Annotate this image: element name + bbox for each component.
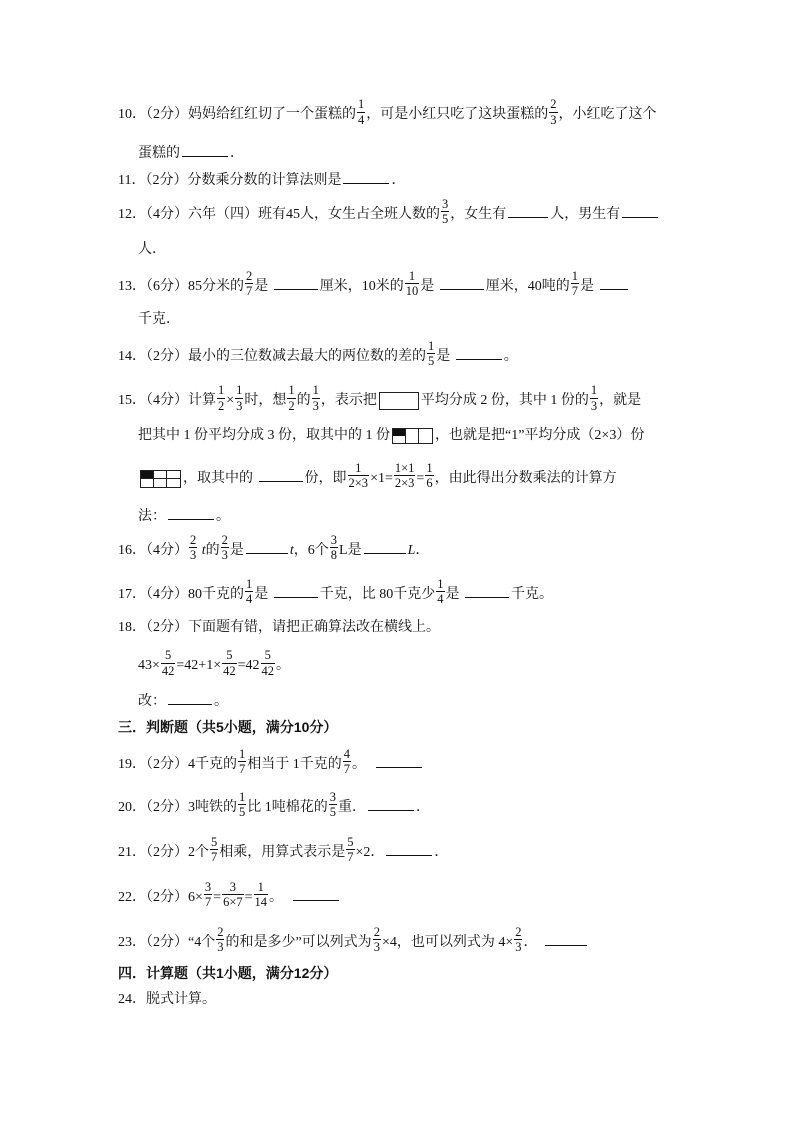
fraction: $\frac{3}{7}$ [204, 879, 212, 910]
question-17: 17．（4分）80千克的 $\frac{1}{4}$ 是 千克，比 80千克少 $\frac{1}{4}$ 是 千克。 [118, 576, 553, 607]
answer-blank[interactable] [293, 885, 339, 901]
question-22: 22．（2分）6× $\frac{3}{7}$ = $\frac{3}{6\times 7}$ = $\frac{1}{14}$ 。 [118, 885, 341, 905]
question-23: 23．（2分）“4个 $\frac{2}{3}$ 的和是多少”可以列式为 $\frac{2}{3}$ ×4，也可以列式为 4× $\frac{2}{3}$ ． [118, 930, 589, 950]
answer-blank[interactable] [168, 689, 212, 705]
fraction: $\frac{1}{14}$ [254, 879, 268, 910]
fraction: $\frac{1}{5}$ [239, 789, 246, 820]
fraction: $\frac{1}{4}$ [358, 97, 365, 127]
fraction: $\frac{1}{10}$ [405, 268, 419, 299]
question-14: 14．（2分）最小的三位数减去最大的两位数的差的 $\frac{1}{5}$ 是 。 [118, 338, 518, 369]
fraction: $\frac{1}{3}$ [312, 383, 319, 413]
whole-rectangle-figure [379, 392, 419, 410]
answer-blank[interactable] [168, 504, 214, 520]
answer-blank[interactable] [274, 274, 318, 290]
question-18: 18．（2分）下面题有错，请把正确算法改在横线上。 [118, 620, 440, 635]
section-4-heading: 四．计算题（共1小题，满分12分） [118, 965, 338, 981]
fraction: $\frac{1}{3}$ [236, 383, 243, 413]
fraction: $\frac{1}{3}$ [590, 383, 598, 413]
answer-blank[interactable] [465, 582, 509, 598]
answer-blank[interactable] [386, 840, 432, 856]
answer-blank[interactable] [364, 538, 406, 554]
question-15-line4: 法： 。 [138, 504, 230, 524]
fraction: $\frac{2}{3}$ [217, 924, 224, 955]
fraction: $\frac{1\times 1}{2\times 3}$ [394, 460, 415, 491]
fraction: $\frac{2}{3}$ [221, 532, 228, 563]
answer-blank[interactable] [368, 795, 414, 811]
question-13: 13．（6分）85分米的 $\frac{2}{7}$ 是 厘米，10米的 $\frac{1}{10}$ 是 厘米，40吨的 $\frac{1}{7}$ 是 [118, 274, 630, 294]
fraction: $\frac{1}{4}$ [437, 576, 444, 607]
fraction: $\frac{1}{7}$ [239, 746, 246, 777]
fraction: $\frac{1}{7}$ [571, 268, 578, 299]
question-10-cont: 蛋糕的 ． [138, 141, 244, 161]
answer-blank[interactable] [622, 202, 658, 218]
answer-blank[interactable] [545, 930, 587, 946]
answer-blank[interactable] [376, 752, 422, 768]
fraction: $\frac{1}{6}$ [426, 460, 433, 491]
answer-blank[interactable] [600, 274, 628, 290]
fraction: $\frac{1}{2\times 3}$ [348, 460, 369, 491]
fraction: $\frac{1}{2}$ [288, 383, 295, 413]
question-18-expression: 43× $\frac{5}{42}$ =42+1× $\frac{5}{42}$ =42 $\frac{5}{42}$ 。 [138, 648, 290, 678]
fraction: $\frac{3}{5}$ [329, 789, 336, 820]
fraction: $\frac{2}{7}$ [246, 268, 253, 299]
fraction: $\frac{2}{3}$ [515, 924, 522, 955]
fraction: $\frac{5}{42}$ [223, 648, 236, 678]
fraction: $\frac{3}{8}$ [330, 532, 338, 563]
fraction: $\frac{4}{7}$ [343, 746, 350, 777]
question-18-answer: 改： 。 [138, 689, 228, 709]
question-15-line2: 把其中 1 份平均分成 3 份，取其中的 1 份 ，也就是把“1”平均分成（2×3）份 [138, 428, 645, 443]
question-15-line3: ，取其中的 份，即 $\frac{1}{2\times 3}$ ×1= $\frac{1\times 1}{2\times 3}$ = $\frac{1}{6}$ ，由此得出分数乘法的计算方 [138, 466, 617, 486]
third-of-half-figure [392, 428, 433, 444]
answer-blank[interactable] [440, 274, 484, 290]
answer-blank[interactable] [343, 168, 389, 184]
fraction: $\frac{5}{42}$ [261, 648, 274, 678]
question-24: 24．脱式计算。 [118, 992, 216, 1007]
fraction: $\frac{3}{5}$ [442, 196, 449, 227]
fraction: $\frac{2}{3}$ [190, 532, 197, 563]
fraction: $\frac{1}{5}$ [428, 338, 435, 369]
question-12-cont: 人． [138, 242, 166, 257]
answer-blank[interactable] [508, 202, 548, 218]
answer-blank[interactable] [259, 466, 303, 482]
fraction: $\frac{5}{7}$ [211, 834, 218, 865]
question-16: 16．（4分） $\frac{2}{3}$ t的 $\frac{2}{3}$ 是 t，6个 $\frac{3}{8}$ L是 L． [118, 532, 430, 563]
fraction: $\frac{3}{6\times 7}$ [223, 879, 243, 910]
fraction: $\frac{2}{3}$ [550, 97, 557, 127]
question-21: 21．（2分）2个 $\frac{5}{7}$ 相乘，用算式表示是 $\frac{5}{7}$ ×2． ． [118, 834, 449, 865]
fraction: $\frac{5}{42}$ [161, 648, 175, 678]
question-11: 11．（2分）分数乘分数的计算法则是 ． [118, 168, 405, 188]
sixths-grid-figure [140, 470, 181, 488]
answer-blank[interactable] [274, 582, 318, 598]
question-12: 12．（4分）六年（四）班有45人，女生占全班人数的 $\frac{3}{5}$ ，女生有 人，男生有 [118, 202, 660, 222]
answer-blank[interactable] [456, 344, 502, 360]
answer-blank[interactable] [182, 141, 228, 157]
fraction: $\frac{2}{3}$ [373, 924, 380, 955]
question-15: 15．（4分）计算 $\frac{1}{2}$ × $\frac{1}{3}$ 时，想 $\frac{1}{2}$ 的 $\frac{1}{3}$ ，表示把 平均分成 2 份，其中 1 份的 $\frac{1}{3}$ ，就是 [118, 383, 642, 413]
fraction: $\frac{1}{4}$ [246, 576, 253, 607]
question-20: 20．（2分）3吨铁的 $\frac{1}{5}$ 比 1吨棉花的 $\frac{3}{5}$ 重． ． [118, 789, 430, 820]
fraction: $\frac{5}{7}$ [347, 834, 354, 865]
section-3-heading: 三．判断题（共5小题，满分10分） [118, 719, 338, 735]
question-10: 10．（2分）妈妈给红红切了一个蛋糕的 $\frac{1}{4}$ ，可是小红只吃了这块蛋糕的 $\frac{2}{3}$ ，小红吃了这个 [118, 97, 657, 127]
question-13-cont: 千克． [138, 312, 180, 327]
answer-blank[interactable] [246, 538, 288, 554]
question-19: 19．（2分）4千克的 $\frac{1}{7}$ 相当于 1千克的 $\frac{4}{7}$ 。 [118, 752, 424, 772]
fraction: $\frac{1}{2}$ [218, 383, 225, 413]
